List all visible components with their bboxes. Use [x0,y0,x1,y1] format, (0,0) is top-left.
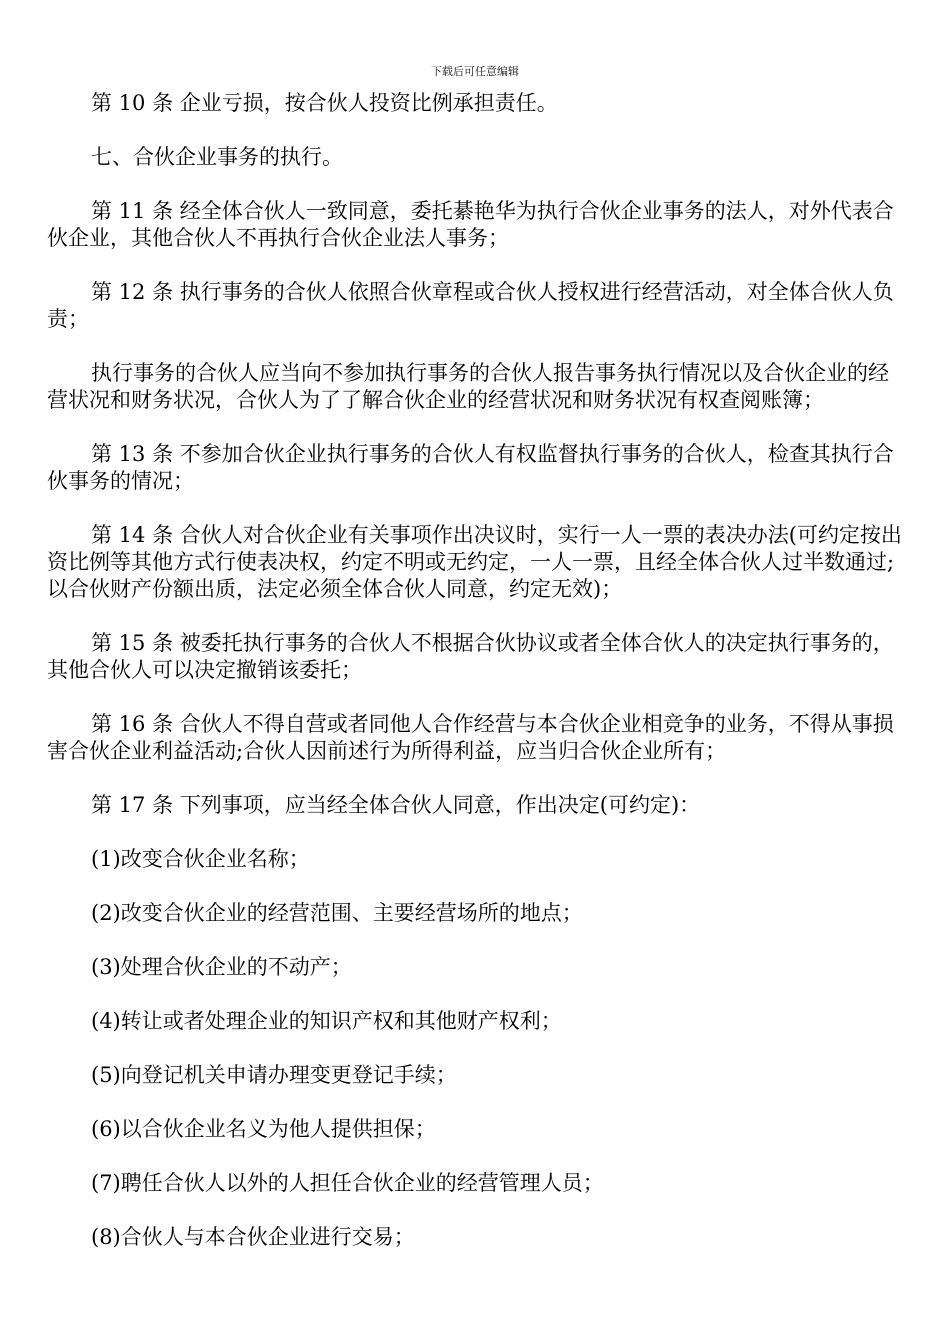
document-body [47,90,903,1278]
article-11: 第 11 条 经全体合伙人一致同意，委托綦艳华为执行合伙企业事务的法人，对外代表合伙企业，其他合伙人不再执行合伙企业法人事务； [47,199,894,250]
section-heading-7: 七、合伙企业事务的执行。 [91,145,343,169]
list-item-5: (5)向登记机关申请办理变更登记手续； [91,1063,457,1087]
list-item-2: (2)改变合伙企业的经营范围、主要经营场所的地点； [91,901,583,925]
list-item-8: (8)合伙人与本合伙企业进行交易； [91,1225,415,1249]
article-16: 第 16 条 合伙人不得自营或者同他人合作经营与本合伙企业相竞争的业务，不得从事损害合伙企业利益活动;合伙人因前述行为所得利益，应当归合伙企业所有； [47,712,894,763]
list-item-4: (4)转让或者处理企业的知识产权和其他财产权利； [91,1009,562,1033]
list-item-3: (3)处理合伙企业的不动产； [91,955,352,979]
article-15: 第 15 条 被委托执行事务的合伙人不根据合伙协议或者全体合伙人的决定执行事务的，其他合伙人可以决定撤销该委托； [47,631,894,682]
article-17: 第 17 条 下列事项，应当经全体合伙人同意，作出决定(可约定)： [91,793,701,817]
list-item-7: (7)聘任合伙人以外的人担任合伙企业的经营管理人员； [91,1171,604,1195]
list-item-6: (6)以合伙企业名义为他人提供担保； [91,1117,436,1141]
article-12-continued: 执行事务的合伙人应当向不参加执行事务的合伙人报告事务执行情况以及合伙企业的经营状况和财务状况，合伙人为了了解合伙企业的经营状况和财务状况有权查阅账簿； [47,361,889,412]
page-header: 下载后可任意编辑 [431,65,519,78]
article-14: 第 14 条 合伙人对合伙企业有关事项作出决议时，实行一人一票的表决办法(可约定按出资比例等其他方式行使表决权，约定不明或无约定，一人一票，且经全体合伙人过半数通过;以合伙财产份额出质，法定必须全体合伙人同意，约定无效)； [47,523,902,601]
list-item-1: (1)改变合伙企业名称； [91,847,310,871]
article-12: 第 12 条 执行事务的合伙人依照合伙章程或合伙人授权进行经营活动，对全体合伙人负责； [47,280,894,331]
article-10: 第 10 条 企业亏损，按合伙人投资比例承担责任。 [91,91,558,115]
article-13: 第 13 条 不参加合伙企业执行事务的合伙人有权监督执行事务的合伙人，检查其执行合伙事务的情况； [47,442,894,493]
